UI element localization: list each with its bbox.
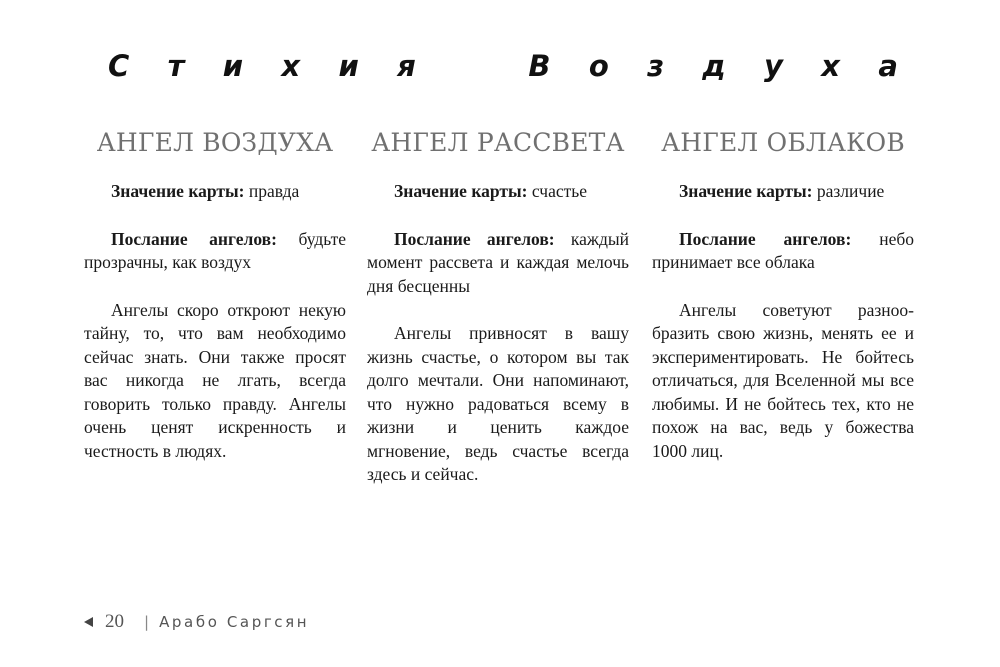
card-title: АНГЕЛ ВОЗДУХА — [96, 128, 334, 157]
title-letter: а — [878, 49, 898, 83]
title-letter: д — [702, 49, 726, 83]
title-letter: и — [338, 49, 359, 83]
meaning-value: различие — [812, 181, 885, 201]
author-name: Арабо Саргсян — [159, 613, 310, 631]
title-letter: у — [764, 49, 783, 83]
title-letter: з — [647, 49, 664, 83]
title-letter: о — [588, 49, 609, 83]
footer-separator: | — [144, 613, 150, 631]
title-letter: х — [821, 49, 840, 83]
meaning-value: правда — [244, 181, 300, 201]
message-label: Послание ангелов: — [679, 228, 852, 249]
message-value: будьте прозрачны, как воздух — [84, 228, 346, 272]
message-label: Послание ангелов: — [111, 228, 277, 249]
title-letter: х — [281, 49, 301, 83]
page-number: 20 — [105, 611, 124, 632]
title-word-gap — [454, 46, 490, 86]
meaning-value: счастье — [527, 181, 588, 201]
card-message — [84, 228, 346, 275]
title-letter: т — [167, 49, 185, 83]
card-column-cloud-angel — [652, 124, 914, 463]
card-message — [652, 228, 914, 275]
card-meaning — [84, 180, 346, 204]
title-letter: В — [528, 49, 551, 83]
card-title: АНГЕЛ РАССВЕТА — [371, 128, 625, 157]
card-column-air-angel — [84, 124, 346, 463]
meaning-label: Значение карты: — [679, 181, 813, 201]
card-body: Ангелы скоро откроют некую тайну, то, что вам необходимо сейчас знать. Они также просят вас никогда не лгать, всегда говорить только правду. Ангелы очень ценят искренность и честность в людях. — [84, 299, 346, 461]
meaning-label: Значение карты: — [111, 181, 245, 201]
card-column-dawn-angel — [367, 124, 629, 487]
message-value: небо принимает все облака — [652, 228, 914, 272]
title-letter: я — [397, 49, 416, 83]
card-body: Ангелы советуют разнообразить свою жизнь, менять ее и экспериментировать. Не бойтесь отличаться, для Вселенной мы все любимы. И не бойтесь тех, кто не похож на вас, ведь у божества 1000 лиц. — [652, 299, 914, 461]
message-value: каждый момент рассвета и каждая мелочь дня бесценны — [367, 228, 630, 296]
card-meaning — [652, 180, 914, 204]
title-letter: С — [108, 49, 130, 83]
page-footer — [84, 608, 309, 636]
message-label: Послание ангелов: — [394, 228, 555, 249]
card-message — [367, 228, 629, 299]
card-title: АНГЕЛ ОБЛАКОВ — [661, 128, 905, 157]
title-letter: и — [222, 49, 244, 83]
page-title — [108, 46, 898, 86]
card-meaning — [367, 180, 629, 204]
card-body: Ангелы привносят в вашу жизнь счастье, о котором вы так долго мечтали. Они напоминают, что нужно радоваться всему в жизни и ценить каждое мгновение, ведь счастье всегда здесь и сейчас. — [367, 323, 629, 484]
previous-page-arrow-icon[interactable] — [84, 617, 93, 627]
meaning-label: Значение карты: — [394, 181, 528, 201]
